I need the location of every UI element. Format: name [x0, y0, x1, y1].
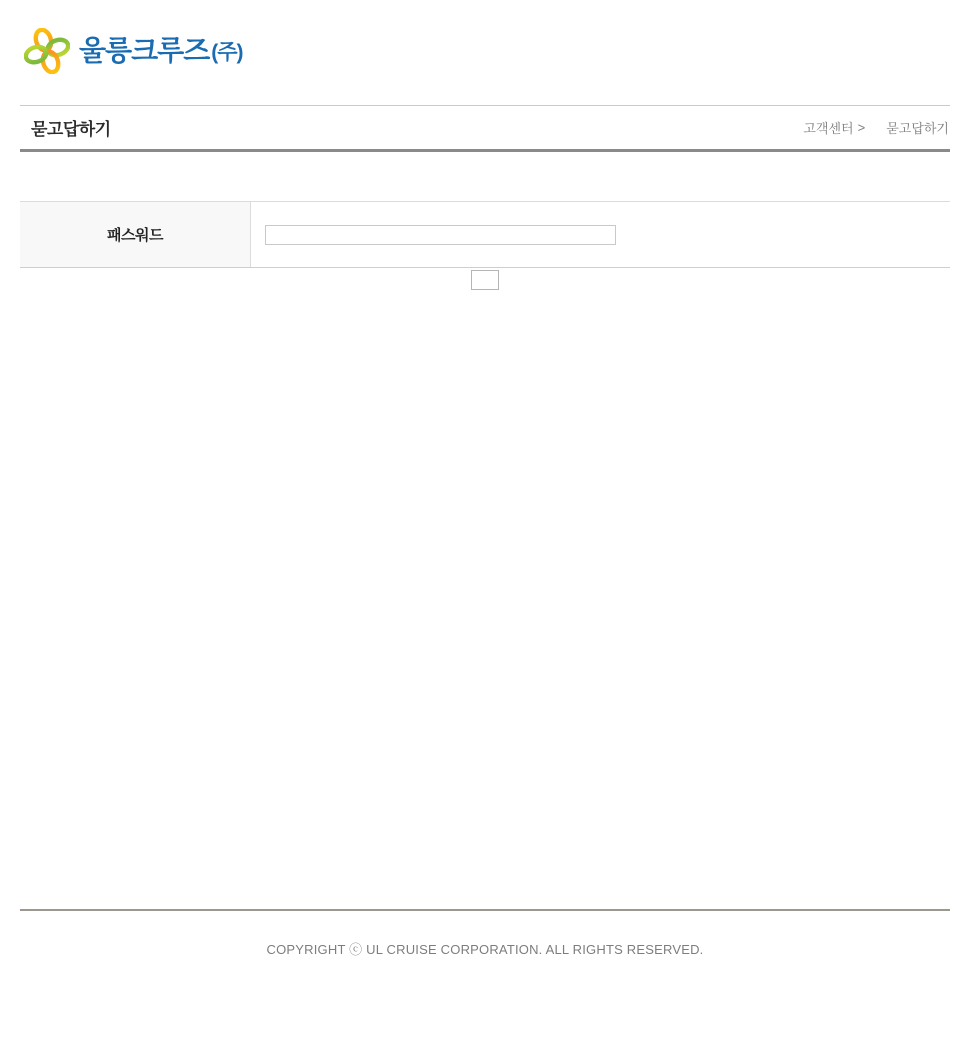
submit-button[interactable]: [471, 270, 499, 290]
breadcrumb-current: 묻고답하기: [886, 121, 949, 136]
company-logo[interactable]: [24, 28, 243, 74]
breadcrumb-separator: >: [857, 120, 866, 135]
copyright-text: COPYRIGHT ⓒ UL CRUISE CORPORATION. ALL RIGHTS RESERVED.: [266, 942, 704, 957]
breadcrumb-parent-link[interactable]: 고객센터: [803, 121, 854, 136]
footer: [20, 909, 950, 959]
breadcrumb: [803, 118, 949, 137]
password-label: 패스워드: [107, 227, 163, 244]
password-input[interactable]: [265, 225, 616, 245]
flower-logo-icon: [24, 28, 70, 74]
title-bar: [20, 105, 950, 152]
password-label-cell: [20, 202, 251, 267]
password-form-table: [20, 201, 950, 268]
password-input-cell: [251, 202, 950, 267]
page-title: 묻고답하기: [31, 120, 111, 139]
company-suffix: (주): [211, 41, 243, 64]
company-name: 울릉크루즈: [79, 35, 210, 66]
